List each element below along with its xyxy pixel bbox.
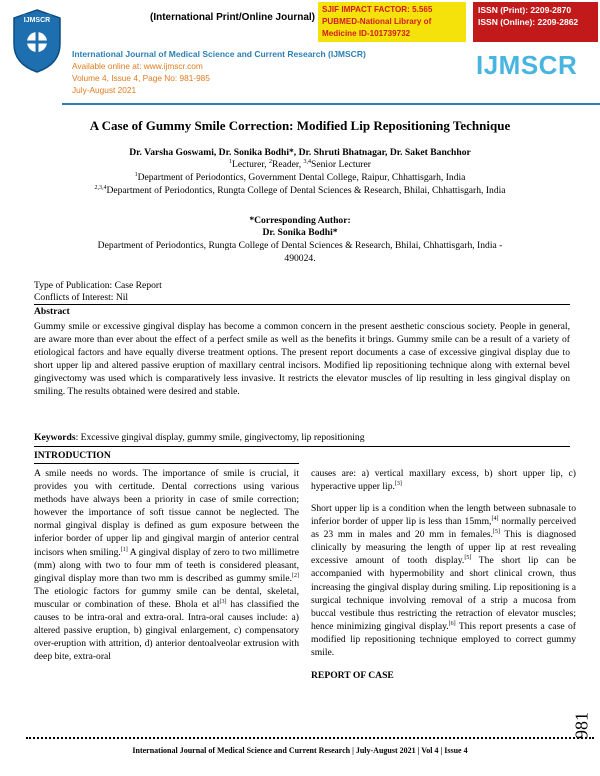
intro-bottom-rule: [34, 463, 299, 464]
role-3: Senior Lecturer: [311, 159, 371, 170]
left-text-4: has classified the causes to be intra-oral and extra-oral. Intra-oral causes include: a) altered passive eruption, b) gingival enlargement, c) compensatory over-eruption with attrition, d) anterior dentoalveolar extrusion with deep bite, extra-oral: [34, 598, 300, 663]
publication-type: [34, 280, 162, 292]
citation: [2]: [292, 572, 299, 579]
header-divider: [62, 103, 600, 105]
conflicts-value: Nil: [115, 292, 129, 303]
date-line: July-August 2021: [72, 85, 137, 95]
logo-text: IJMSCR: [23, 17, 51, 24]
abstract-heading: Abstract: [34, 306, 70, 317]
role-2: Reader,: [271, 159, 304, 170]
left-text-1: A smile needs no words. The importance of smile is crucial, it provides you with certitude. Dental corrections using various methods have always been a priority in case of smile correction; however the importance of soft tissue cannot be neglected. The normal gingival display is defined as gum exposure between the inferior border of upper lip and gingival margin of anterior central incisors when smiling.: [34, 468, 299, 558]
left-text-2: A gingival display of zero to two millimetre (mm) along with two to four mm of teeth is considered pleasant, gingival display more than two mm is described as gummy smile.: [34, 546, 299, 584]
affil2-text: Department of Periodontics, Rungta College of Dental Sciences & Research, Bhilai, Chhattisgarh, India: [106, 185, 506, 196]
pub-type-label: Type of Publication:: [34, 280, 113, 291]
citation: [3]: [394, 480, 402, 487]
right-p2-text-2: normally perceived as 23 mm in males and 20 mm in females.: [311, 516, 577, 541]
citation: [5]: [492, 529, 500, 535]
keywords: [34, 431, 570, 444]
citation: [1]: [120, 546, 128, 553]
role-sup-3: 3,4: [303, 158, 312, 165]
article-title: A Case of Gummy Smile Correction: Modified Lip Repositioning Technique: [89, 118, 511, 133]
affiliation-1: [0, 171, 600, 184]
right-column-paragraph-1: [311, 467, 576, 493]
right-p2-text-3: This is diagnosed clinically by measuring the length of upper lip at rest revealing excessive amount of tooth display.: [311, 529, 576, 567]
report-of-case-heading: REPORT OF CASE: [311, 670, 394, 681]
issn-online: ISSN (Online): 2209-2862: [478, 17, 579, 27]
abstract-body: Gummy smile or excessive gingival display has become a common concern in the present aesthetic conscious society. People in general, are aware more than ever about the effect of a perfect smile as well as the benefits it brings. Gummy smile can be a result of a variety of etiological factors and have equally diverse treatment options. The present report documents a case of excessive gingival display due to short upper lip and altered passive eruption of maxillary central incisors. Modified lip repositioning technique along with external bevel gingivectomy was used which is comparatively less invasive. It restricts the elevator muscles of lip resulting in less gingival display on smiling. The results obtained were desired and stable.: [34, 321, 570, 398]
brand-wordmark: IJMSCR: [476, 50, 578, 80]
journal-logo: [12, 8, 62, 74]
right-p2-text-4: The short lip can be accompanied with hypermobility and short clinical crown, thus increasing the gingival display during smiling. Lip repositioning is a surgical technique involving removal of a strip a mucosa from buccal vestibule thus restricting the retraction of elevator muscles; hence minimizing gingival display.: [311, 555, 576, 632]
issn-box: [473, 2, 598, 42]
corresponding-heading: *Corresponding Author:: [249, 215, 351, 226]
authors: Dr. Varsha Goswami, Dr. Sonika Bodhi*, Dr. Shruti Bhatnagar, Dr. Saket Banchhor: [129, 147, 471, 158]
citation: [5]: [464, 555, 472, 562]
impact-line-1: SJIF IMPACT FACTOR: 5.565: [322, 5, 433, 14]
corresponding-address-1: Department of Periodontics, Rungta College of Dental Sciences & Research, Bhilai, Chhattisgarh, India -: [97, 240, 503, 251]
footer-text: International Journal of Medical Science and Current Research | July-August 2021 | Vol 4 | Issue 4: [132, 746, 468, 755]
affil2-sup: 2,3,4: [94, 184, 107, 191]
introduction-heading: INTRODUCTION: [34, 450, 111, 461]
impact-factor-box: [318, 2, 466, 42]
citation: [3]: [219, 598, 227, 605]
role-sup-1: 1: [229, 158, 233, 165]
affiliation-2: [0, 184, 600, 197]
impact-line-3: Medicine ID-101739732: [322, 29, 411, 38]
intro-top-rule: [34, 446, 570, 447]
keywords-label: Keywords: [34, 432, 76, 443]
journal-name: International Journal of Medical Science and Current Research (IJMSCR): [72, 49, 366, 59]
citation: [4]: [491, 515, 499, 522]
issn-print: ISSN (Print): 2209-2870: [478, 5, 572, 15]
corresponding-address-2: 490024.: [284, 253, 316, 264]
page-number: 981: [571, 712, 592, 739]
footer-dotted-rule: [26, 737, 594, 739]
citation: [6]: [448, 620, 456, 627]
impact-line-2: PUBMED-National Library of: [322, 17, 432, 26]
left-column-paragraph: [34, 467, 299, 663]
right-column-paragraph-2: [311, 502, 576, 659]
abstract-top-rule: [34, 304, 570, 305]
conflicts-label: Conflicts of Interest:: [34, 292, 114, 303]
right-p1-text: causes are: a) vertical maxillary excess, b) short upper lip, c) hyperactive upper lip.: [311, 468, 576, 493]
print-online-label: (International Print/Online Journal): [150, 12, 316, 23]
right-p2-text-1: Short upper lip is a condition when the length between subnasale to inferior border of upper lip is less than 15mm,: [311, 503, 576, 528]
affil1-sup: 1: [134, 171, 138, 178]
corresponding-name: Dr. Sonika Bodhi*: [262, 227, 338, 238]
pub-type-value: Case Report: [114, 280, 162, 291]
conflicts: [34, 292, 128, 304]
right-p2-text-5: This report presents a case of modified lip repositioning technique employed to correct gummy smile.: [311, 620, 576, 659]
left-text-3: The etiologic factors for gummy smile can be dental, skeletal, muscular or combination of these. Bhola et al: [34, 585, 299, 610]
volume-line: Volume 4, Issue 4, Page No: 981-985: [72, 73, 210, 83]
keywords-value: : Excessive gingival display, gummy smile, gingivectomy, lip repositioning: [75, 432, 365, 443]
role-sup-2: 2: [268, 158, 272, 165]
affil1-text: Department of Periodontics, Government Dental College, Raipur, Chhattisgarh, India: [137, 172, 466, 183]
available-online: Available online at: www.ijmscr.com: [72, 61, 203, 71]
role-1: Lecturer,: [232, 159, 269, 170]
author-roles: [0, 158, 600, 171]
